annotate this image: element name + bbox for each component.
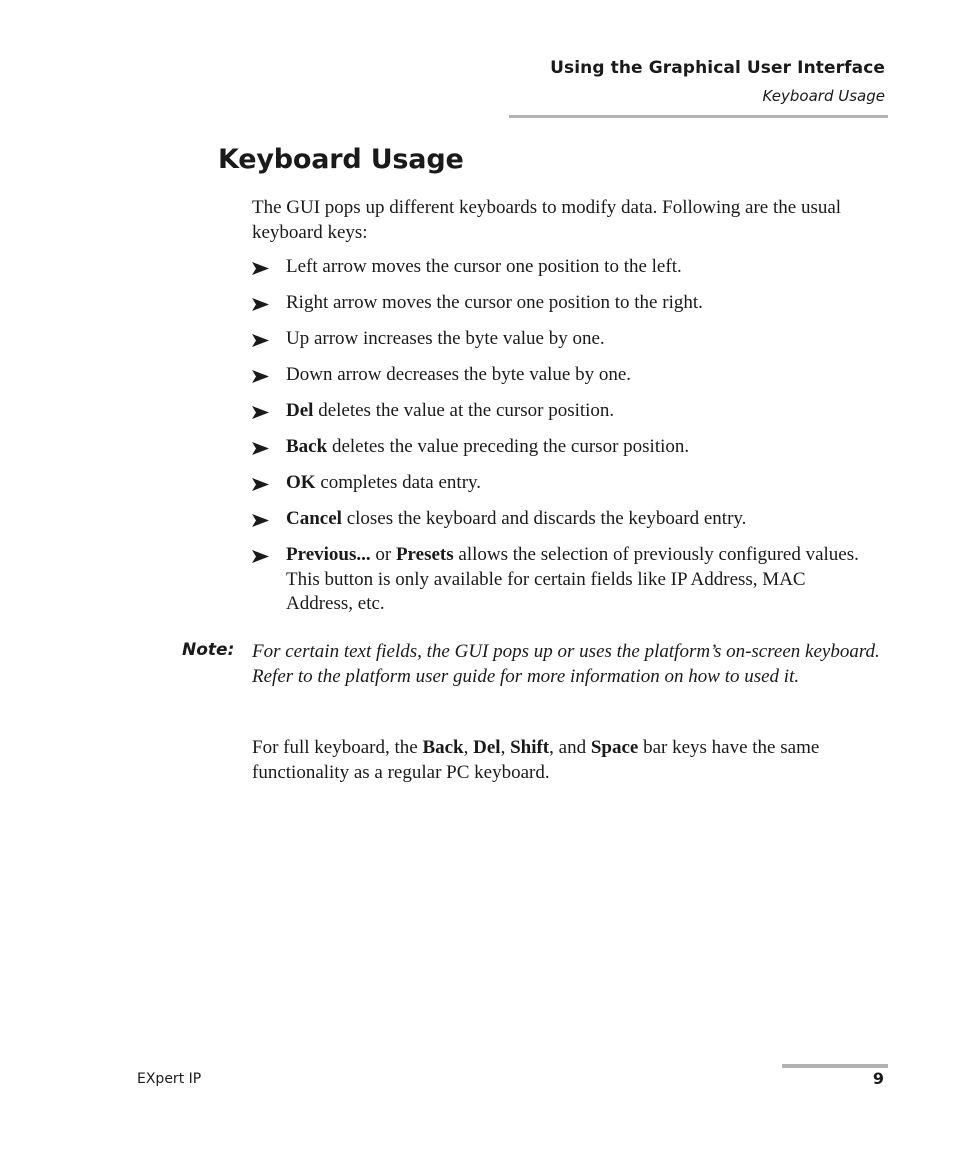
key-name: Previous... <box>286 544 371 565</box>
arrow-bullet-icon <box>252 442 269 455</box>
list-item-text: allows the selection of previously configured values. This button is only available for certain fields like IP Address, MAC Address, etc. <box>286 544 859 614</box>
list-item <box>252 327 872 352</box>
key-name: Back <box>422 737 464 758</box>
paragraph-text: For full keyboard, the <box>252 737 423 758</box>
paragraph-text: , <box>463 737 474 758</box>
intro-paragraph: The GUI pops up different keyboards to modify data. Following are the usual keyboard keys: <box>252 197 842 243</box>
page-number: 9 <box>872 1069 884 1088</box>
section-heading: Keyboard Usage <box>218 144 464 175</box>
list-item <box>252 435 872 460</box>
arrow-bullet-icon <box>252 478 269 491</box>
list-item-text: Right arrow moves the cursor one position to the right. <box>286 292 703 313</box>
paragraph-text: , <box>500 737 511 758</box>
paragraph-text: bar keys have the same functionality as a regular PC keyboard. <box>252 737 820 783</box>
key-name: Del <box>286 400 314 421</box>
list-item <box>252 291 872 316</box>
list-item-text: Down arrow decreases the byte value by one. <box>286 364 632 385</box>
key-name: Back <box>286 436 328 457</box>
list-item <box>252 543 872 617</box>
header-chapter-title: Using the Graphical User Interface <box>550 58 885 78</box>
footer-rule <box>782 1064 888 1068</box>
key-name: Shift <box>510 737 550 758</box>
note-text: For certain text fields, the GUI pops up or uses the platform’s on-screen keyboard. Refer to the platform user guide for more information on how to used it. <box>252 641 880 687</box>
list-item-text: deletes the value at the cursor position. <box>313 400 615 421</box>
list-item-text: closes the keyboard and discards the keyboard entry. <box>341 508 747 529</box>
arrow-bullet-icon <box>252 514 269 527</box>
arrow-bullet-icon <box>252 406 269 419</box>
arrow-bullet-icon <box>252 298 269 311</box>
arrow-bullet-icon <box>252 370 269 383</box>
list-item-text: deletes the value preceding the cursor position. <box>327 436 690 457</box>
full-keyboard-paragraph <box>252 736 892 785</box>
header-section-subtitle: Keyboard Usage <box>762 87 885 105</box>
key-name: OK <box>286 472 316 493</box>
key-name: Space <box>590 737 639 758</box>
list-item-text: Up arrow increases the byte value by one. <box>286 328 605 349</box>
key-name: Presets <box>395 544 454 565</box>
arrow-bullet-icon <box>252 334 269 347</box>
list-item <box>252 471 872 496</box>
list-item <box>252 507 872 532</box>
list-item-text: Left arrow moves the cursor one position to the left. <box>286 256 682 277</box>
key-name: Del <box>473 737 501 758</box>
list-item-text: completes data entry. <box>315 472 482 493</box>
list-item-text: or <box>370 544 396 565</box>
key-name: Cancel <box>286 508 342 529</box>
header-rule <box>509 115 888 118</box>
list-item <box>252 363 872 388</box>
arrow-bullet-icon <box>252 550 269 563</box>
paragraph-text: , and <box>549 737 591 758</box>
note-label: Note: <box>182 640 235 660</box>
list-item <box>252 255 872 280</box>
keyboard-keys-list <box>252 255 872 628</box>
list-item <box>252 399 872 424</box>
footer-product-name: EXpert IP <box>137 1071 202 1087</box>
arrow-bullet-icon <box>252 262 269 275</box>
